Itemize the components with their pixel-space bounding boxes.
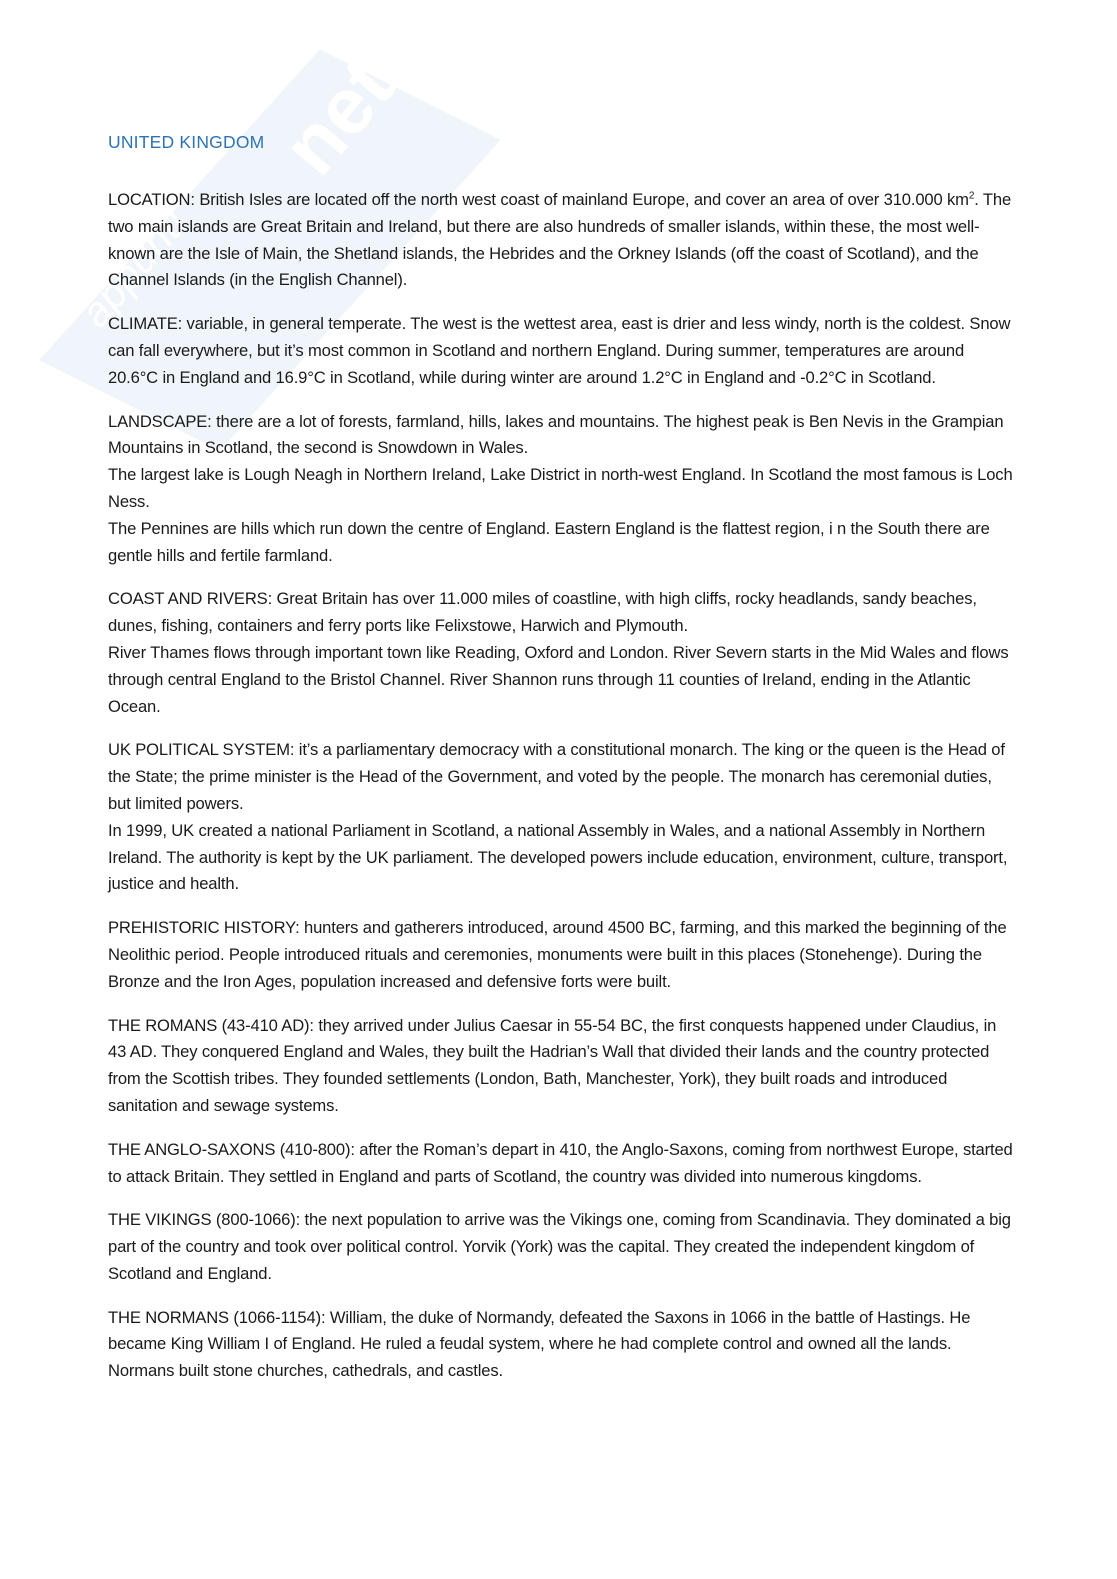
watermark-tagline: appunti <box>70 200 196 336</box>
watermark-brand: net <box>264 41 411 191</box>
document-page <box>108 132 1013 1402</box>
section-climate <box>108 311 1013 391</box>
section-coast-rivers <box>108 586 1013 720</box>
section-normans <box>108 1305 1013 1385</box>
section-vikings <box>108 1207 1013 1287</box>
section-location <box>108 187 1013 294</box>
landscape-paragraph: LANDSCAPE: there are a lot of forests, farmland, hills, lakes and mountains. The highest peak is Ben Nevis in the Grampian Mountains in Scotland, the second is Snowdown in Wales. <box>108 411 1004 458</box>
section-landscape <box>108 409 1013 570</box>
superscript-two: 2 <box>968 190 975 202</box>
normans-paragraph: THE NORMANS (1066-1154): William, the duke of Normandy, defeated the Saxons in 1066 in the battle of Hastings. He became King William I of England. He ruled a feudal system, where he had complete control and owned all the lands. Normans built stone churches, cathedrals, and castles. <box>108 1307 971 1381</box>
section-political-system <box>108 737 1013 898</box>
romans-paragraph: THE ROMANS (43-410 AD): they arrived under Julius Caesar in 55-54 BC, the first conquests happened under Claudius, in 43 AD. They conquered England and Wales, they built the Hadrian’s Wall that divided their lands and the country protected from the Scottish tribes. They founded settlements (London, Bath, Manchester, York), they built roads and introduced sanitation and sewage systems. <box>108 1015 997 1115</box>
vikings-paragraph: THE VIKINGS (800-1066): the next population to arrive was the Vikings one, coming from Scandinavia. They dominated a big part of the country and took over political control. Yorvik (York) was the capital. They created the independent kingdom of Scotland and England. <box>108 1210 1011 1283</box>
location-text: LOCATION: British Isles are located off the north west coast of mainland Europe, and cover an area of over 310.000 km <box>108 190 969 209</box>
section-romans <box>108 1013 1013 1120</box>
political-paragraph: UK POLITICAL SYSTEM: it’s a parliamentary democracy with a constitutional monarch. The king or the queen is the Head of the State; the prime minister is the Head of the Government, and voted by the people. The monarch has ceremonial duties, but limited powers. <box>108 740 1005 813</box>
section-prehistoric <box>108 915 1013 995</box>
section-anglo-saxons <box>108 1137 1013 1191</box>
climate-paragraph: CLIMATE: variable, in general temperate. The west is the wettest area, east is drier and less windy, north is the coldest. Snow can fall everywhere, but it’s most common in Scotland and northern England. During summer, temperatures are around 20.6°C in England and 16.9°C in Scotland, while during winter are around 1.2°C in England and -0.2°C in Scotland. <box>108 314 1011 387</box>
coast-paragraph: COAST AND RIVERS: Great Britain has over 11.000 miles of coastline, with high cliffs, rocky headlands, sandy beaches, dunes, fishing, containers and ferry ports like Felixstowe, Harwich and Plymouth. <box>108 589 977 636</box>
anglo-saxons-paragraph: THE ANGLO-SAXONS (410-800): after the Roman’s depart in 410, the Anglo-Saxons, coming from northwest Europe, started to attack Britain. They settled in England and parts of Scotland, the country was divided into numerous kingdoms. <box>108 1139 1013 1186</box>
prehistoric-paragraph: PREHISTORIC HISTORY: hunters and gatherers introduced, around 4500 BC, farming, and this marked the beginning of the Neolithic period. People introduced rituals and ceremonies, monuments were built in this places (Stonehenge). During the Bronze and the Iron Ages, population increased and defensive forts were built. <box>108 918 1007 991</box>
landscape-paragraph: The largest lake is Lough Neagh in Northern Ireland, Lake District in north-west England. In Scotland the most famous is Loch Ness. <box>108 465 1013 511</box>
rivers-paragraph: River Thames flows through important town like Reading, Oxford and London. River Severn starts in the Mid Wales and flows through central England to the Bristol Channel. River Shannon runs through 11 counties of Ireland, ending in the Atlantic Ocean. <box>108 642 1009 716</box>
political-paragraph: In 1999, UK created a national Parliament in Scotland, a national Assembly in Wales, and a national Assembly in Northern Ireland. The authority is kept by the UK parliament. The developed powers include education, environment, culture, transport, justice and health. <box>108 820 1008 894</box>
landscape-paragraph: The Pennines are hills which run down the centre of England. Eastern England is the flattest region, i n the South there are gentle hills and fertile farmland. <box>108 518 990 565</box>
document-title: UNITED KINGDOM <box>108 132 265 152</box>
location-paragraph <box>108 187 1013 294</box>
location-text-continued: . The two main islands are Great Britain and Ireland, but there are also hundreds of smaller islands, within these, the most well-known are the Isle of Main, the Shetland islands, the Hebrides and the Orkney Islands (off the coast of Scotland), and the Channel Islands (in the English Channel). <box>108 190 1012 290</box>
